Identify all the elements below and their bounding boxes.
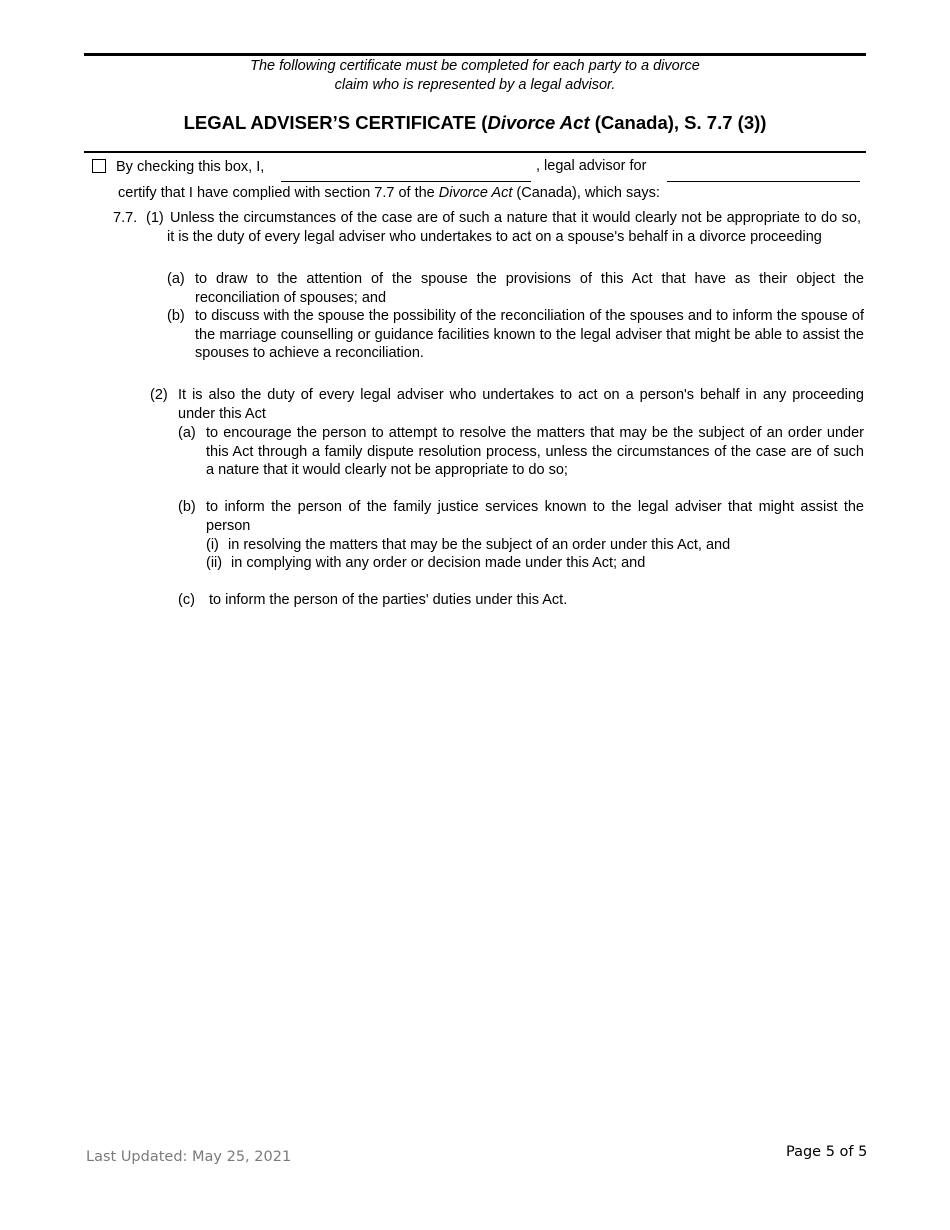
last-updated: Last Updated: May 25, 2021 bbox=[86, 1149, 292, 1165]
certify-italic: Divorce Act bbox=[438, 185, 513, 201]
intro-note bbox=[84, 57, 866, 95]
intro-line-2: claim who is represented by a legal advisor. bbox=[334, 77, 616, 93]
s1-text: Unless the circumstances of the case are of such a nature that it would clearly not be appropriate to do so, it is the duty of every legal adviser who undertakes to act on a spouse's behalf in a divorce proceeding bbox=[167, 210, 861, 245]
certify-checkbox[interactable] bbox=[92, 159, 106, 173]
s2b-ii-label: (ii) bbox=[206, 555, 223, 571]
client-name-field[interactable] bbox=[667, 161, 860, 182]
s1b-text: to discuss with the spouse the possibility of the reconciliation of the spouses and to inform the spouse of the marriage counselling or guidance facilities known to the legal adviser that might be able to assist the spouses to achieve a reconciliation. bbox=[195, 308, 864, 361]
title-suffix: (Canada), S. 7.7 (3)) bbox=[589, 112, 767, 133]
checkbox-label: By checking this box, I, bbox=[116, 159, 265, 175]
certify-prefix: certify that I have complied with section 7.7 of the bbox=[118, 185, 435, 201]
s2b-i-text: in resolving the matters that may be the subject of an order under this Act, and bbox=[228, 537, 731, 553]
legal-advisor-for-label: , legal advisor for bbox=[536, 158, 647, 174]
s2b-i-label: (i) bbox=[206, 537, 219, 553]
section-number: 7.7. bbox=[113, 210, 138, 226]
s2b-text: to inform the person of the family justice services known to the legal adviser that might assist the person bbox=[206, 499, 864, 534]
page-number: Page 5 of 5 bbox=[786, 1144, 868, 1160]
intro-line-1: The following certificate must be completed for each party to a divorce bbox=[250, 58, 700, 74]
s2-label: (2) bbox=[150, 387, 168, 403]
s2-text: It is also the duty of every legal adviser who undertakes to act on a person's behalf in any proceeding under this Act bbox=[178, 387, 864, 422]
s2b-label: (b) bbox=[178, 499, 196, 515]
s2a-text: to encourage the person to attempt to resolve the matters that may be the subject of an order under this Act through a family dispute resolution process, unless the circumstances of the case are of such a nature that it would clearly not be appropriate to do so; bbox=[206, 425, 864, 478]
s2b-ii-text: in complying with any order or decision made under this Act; and bbox=[231, 555, 646, 571]
s2c-text: to inform the person of the parties' duties under this Act. bbox=[209, 592, 568, 608]
s1b-label: (b) bbox=[167, 308, 185, 324]
certify-statement bbox=[118, 184, 660, 203]
section-rule bbox=[84, 151, 866, 153]
certificate-title bbox=[84, 112, 866, 134]
title-italic: Divorce Act bbox=[487, 112, 590, 133]
s2c-label: (c) bbox=[178, 592, 195, 608]
title-prefix: LEGAL ADVISER’S CERTIFICATE ( bbox=[183, 112, 488, 133]
s1a-label: (a) bbox=[167, 271, 185, 287]
top-rule bbox=[84, 53, 866, 56]
s2a-label: (a) bbox=[178, 425, 196, 441]
s1a-text: to draw to the attention of the spouse the provisions of this Act that have as their object the reconciliation of spouses; and bbox=[195, 271, 864, 306]
advisor-name-field[interactable] bbox=[281, 161, 531, 182]
certify-suffix: (Canada), which says: bbox=[516, 185, 660, 201]
s1-label: (1) bbox=[146, 210, 164, 226]
